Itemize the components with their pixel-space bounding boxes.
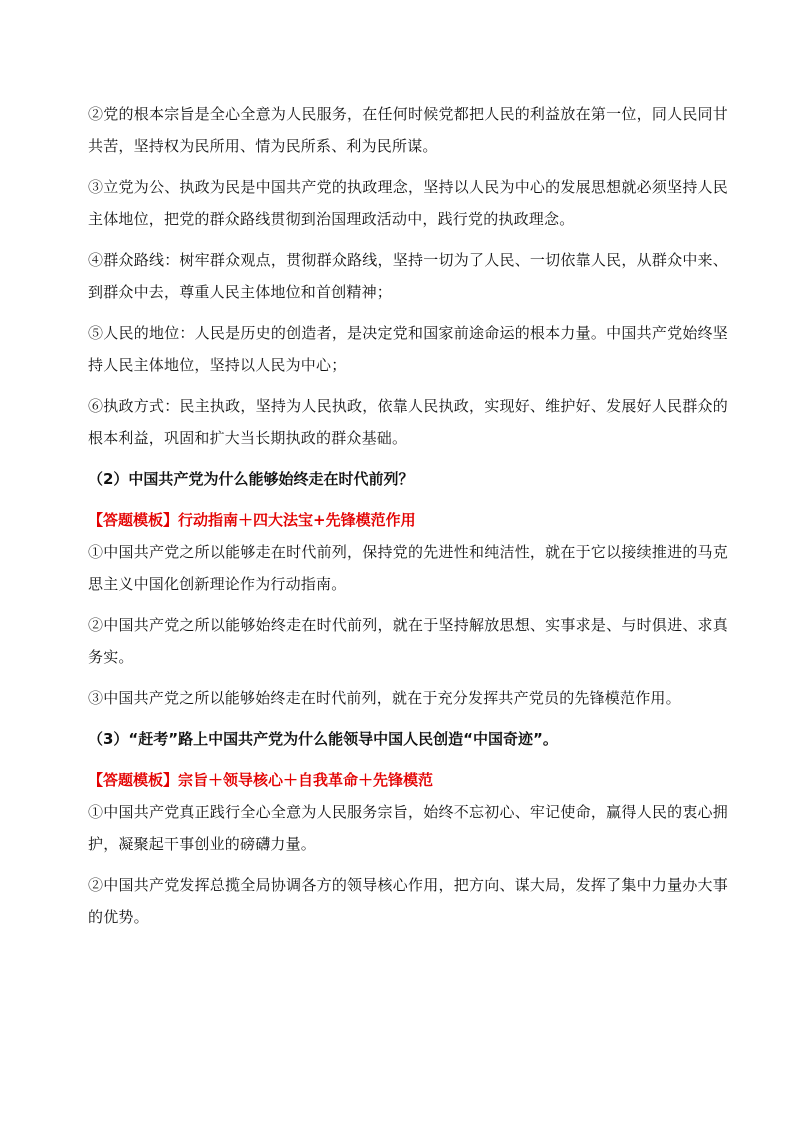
answer-template-2: 【答题模板】行动指南＋四大法宝+先锋模范作用 [88,511,416,529]
paragraph-governing-method: ⑥执政方式：民主执政，坚持为人民执政，依靠人民执政，实现好、维护好、发展好人民群众的根本利益，巩固和扩大当长期执政的群众基础。 [88,397,728,447]
section-party-purpose [88,98,728,454]
answer-point-3-2: ②中国共产党发挥总揽全局协调各方的领导核心作用，把方向、谋大局，发挥了集中力量办大事的优势。 [88,876,728,926]
answer-point-2-3: ③中国共产党之所以能够始终走在时代前列，就在于充分发挥共产党员的先锋模范作用。 [88,689,681,707]
paragraph-party-purpose: ②党的根本宗旨是全心全意为人民服务，在任何时候党都把人民的利益放在第一位，同人民同甘共苦，坚持权为民所用、情为民所系、利为民所谋。 [88,105,728,155]
section-china-miracle [88,723,728,933]
paragraph-governing-philosophy: ③立党为公、执政为民是中国共产党的执政理念，坚持以人民为中心的发展思想就必须坚持人民主体地位，把党的群众路线贯彻到治国理政活动中，践行党的执政理念。 [88,178,728,228]
section-forefront-of-times [88,463,728,714]
document-page [88,98,728,933]
question-heading-2: （2）中国共产党为什么能够始终走在时代前列？ [88,470,414,488]
answer-point-2-1: ①中国共产党之所以能够走在时代前列，保持党的先进性和纯洁性，就在于它以接续推进的马克思主义中国化创新理论作为行动指南。 [88,543,728,593]
paragraph-people-status: ⑤人民的地位：人民是历史的创造者，是决定党和国家前途命运的根本力量。中国共产党始终坚持人民主体地位，坚持以人民为中心； [88,324,728,374]
answer-template-3: 【答题模板】宗旨＋领导核心＋自我革命＋先锋模范 [88,771,434,789]
paragraph-mass-line: ④群众路线：树牢群众观点，贯彻群众路线，坚持一切为了人民、一切依靠人民，从群众中来、到群众中去，尊重人民主体地位和首创精神； [88,251,728,301]
question-heading-3: （3）“赶考”路上中国共产党为什么能领导中国人民创造“中国奇迹”。 [88,730,558,748]
answer-point-3-1: ①中国共产党真正践行全心全意为人民服务宗旨，始终不忘初心、牢记使命，赢得人民的衷心拥护，凝聚起干事创业的磅礴力量。 [88,803,728,853]
answer-point-2-2: ②中国共产党之所以能够始终走在时代前列，就在于坚持解放思想、实事求是、与时俱进、求真务实。 [88,616,728,666]
